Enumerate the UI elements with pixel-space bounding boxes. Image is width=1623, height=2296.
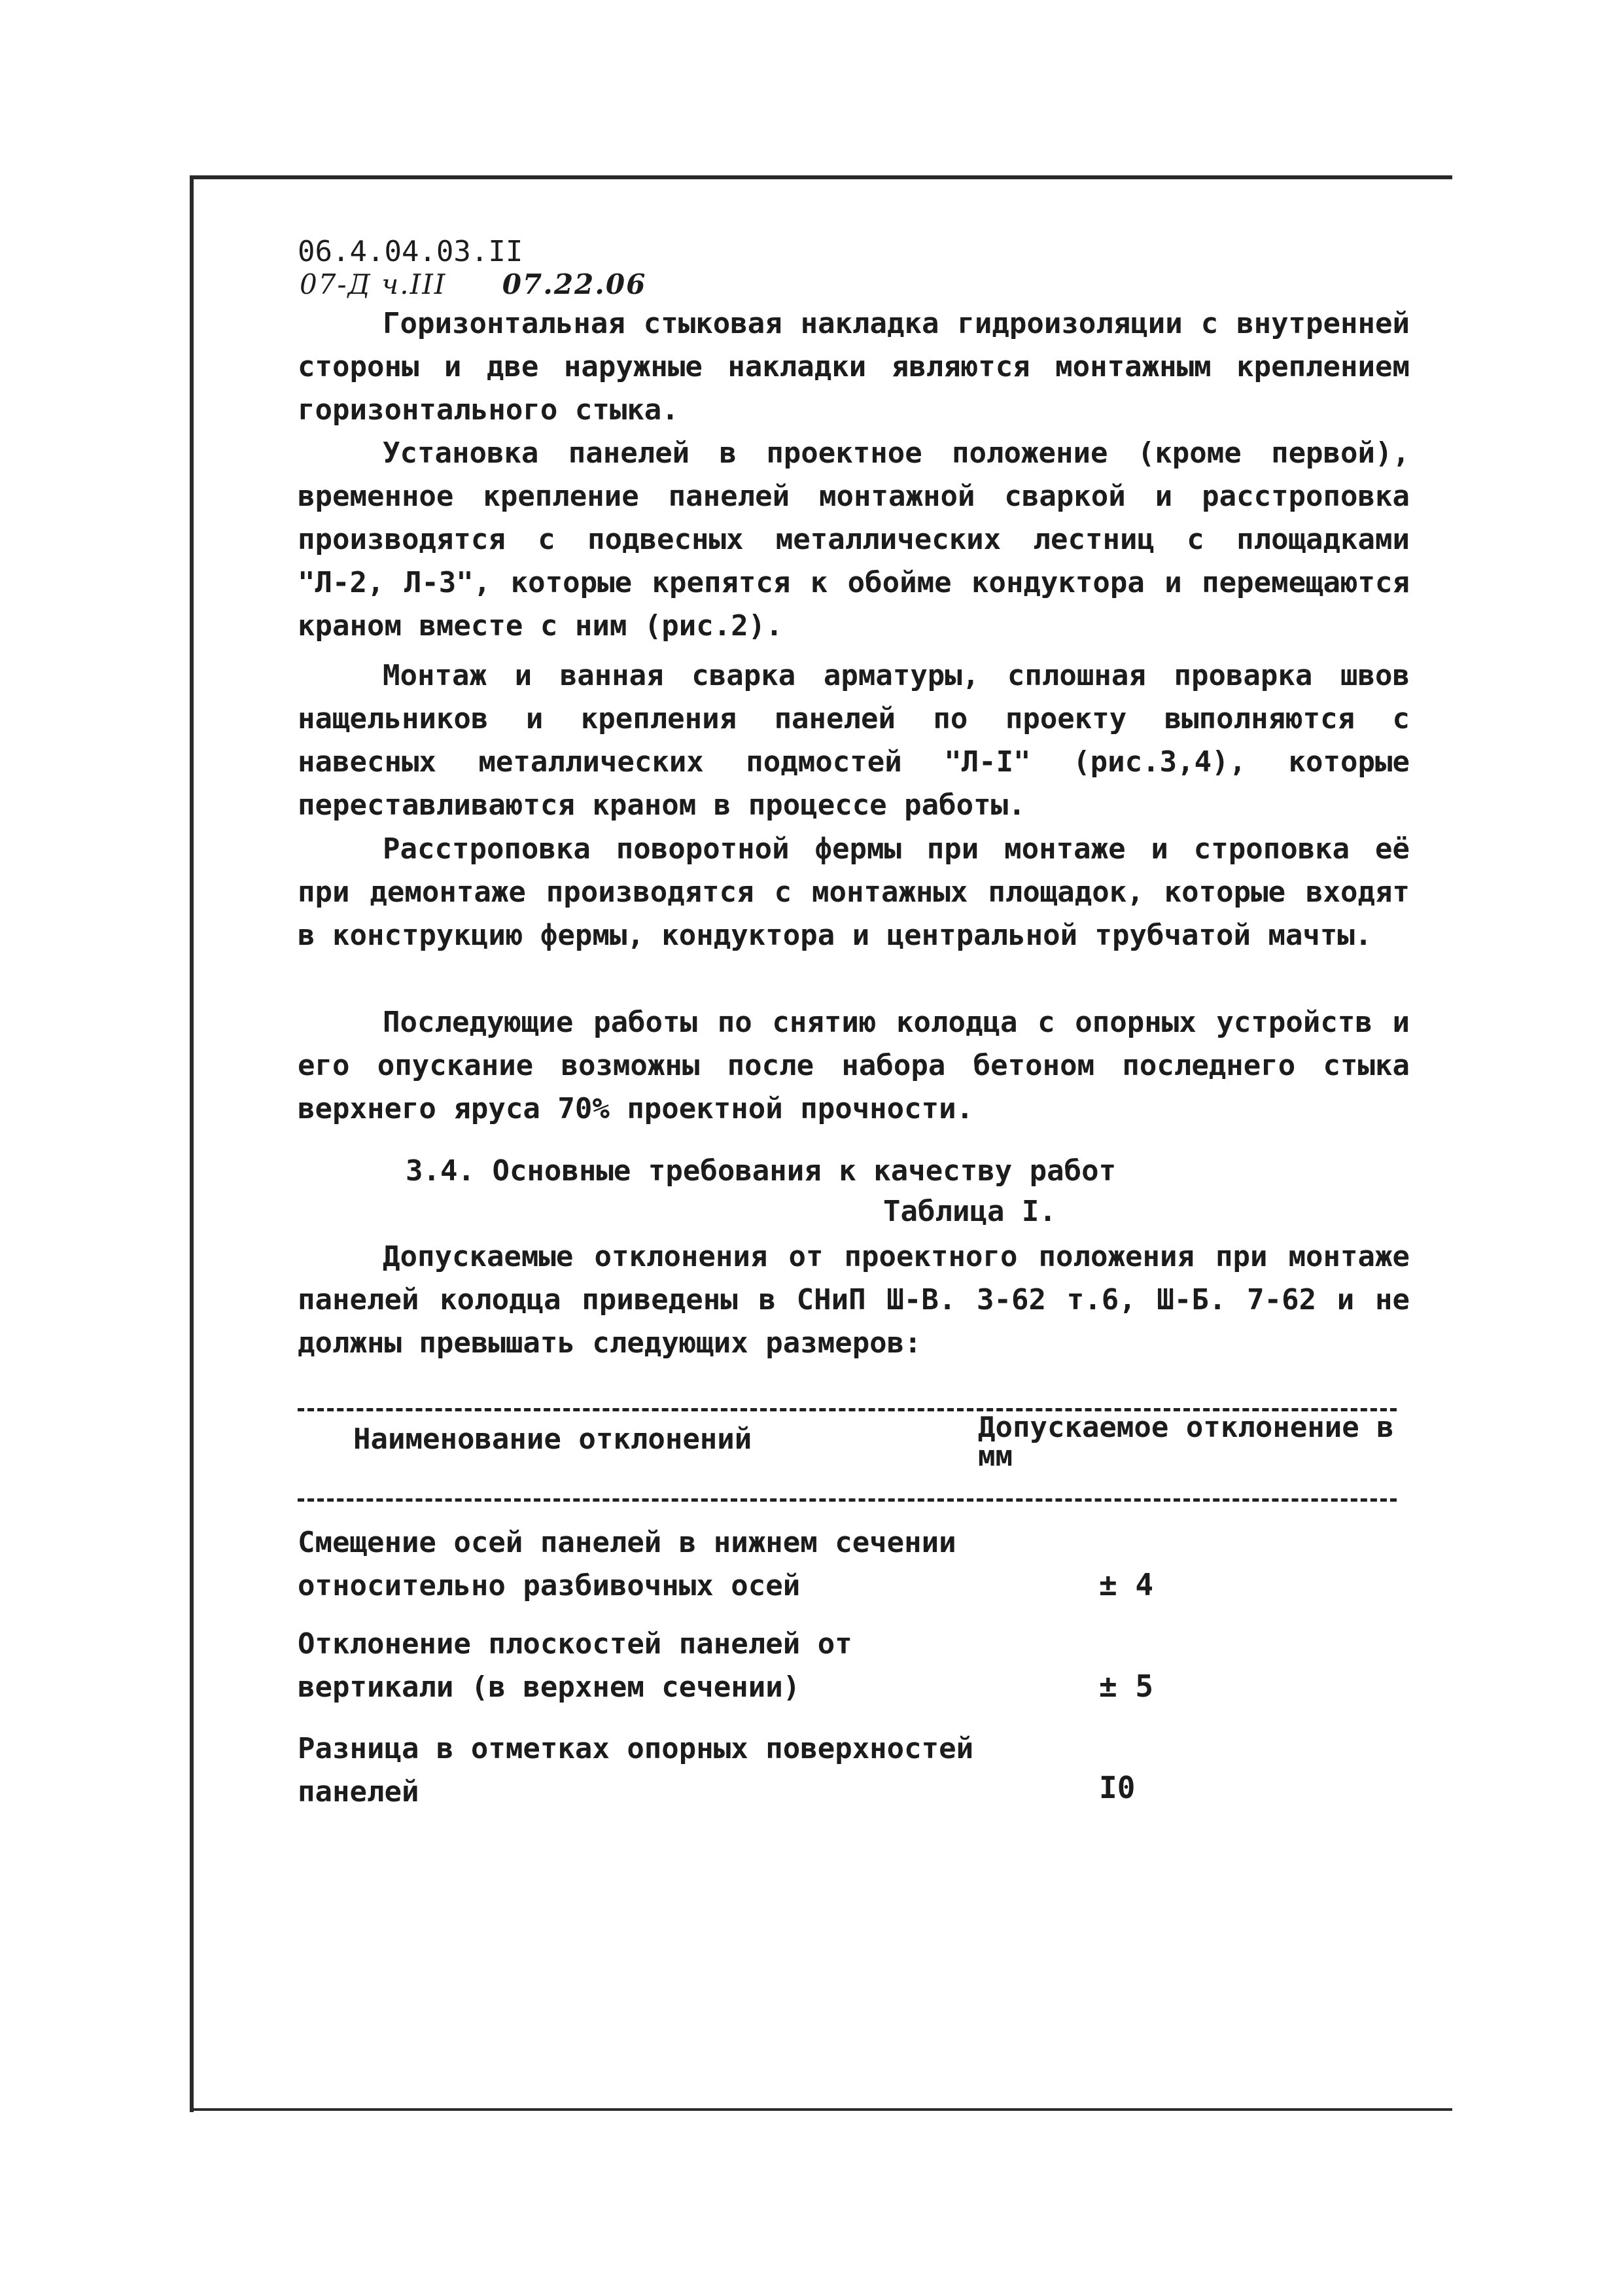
frame-bottom-line <box>190 2108 1452 2111</box>
table-row-1-name: Смещение осей панелей в нижнем сечении относительно разбивочных осей <box>298 1526 956 1602</box>
table-header-name: Наименование отклонений <box>353 1422 752 1456</box>
paragraph-1: Горизонтальная стыковая накладка гидроизоляции с внутренней стороны и две наружные накладки являются монтажным креплением горизонтального стыка. <box>298 307 1410 427</box>
table-label: Таблица I. <box>883 1195 1056 1228</box>
table-intro: Допускаемые отклонения от проектного положения при монтаже панелей колодца приведены в СНиП Ш-В. 3-62 т.6, Ш-Б. 7-62 и не должны превышать следующих размеров: <box>298 1240 1410 1360</box>
handwritten-date: 07.22.06 <box>502 268 647 300</box>
table-header-deviation: Допускаемое отклонение в мм <box>978 1411 1394 1473</box>
paragraph-4: Расстроповка поворотной фермы при монтаже и строповка её при демонтаже производятся с монтажных площадок, которые входят в конструкцию фермы, кондуктора и центральной трубчатой мачты. <box>298 832 1410 952</box>
table-row-3-value: I0 <box>1099 1770 1136 1805</box>
frame-top-line <box>190 175 1452 179</box>
table-row-2-value: ± 5 <box>1099 1669 1154 1704</box>
paragraph-5: Последующие работы по снятию колодца с опорных устройств и его опускание возможны после набора бетоном последнего стыка верхнего яруса 70% проектной прочности. <box>298 1006 1410 1125</box>
handwritten-note <box>300 268 646 300</box>
table-row-1-value: ± 4 <box>1099 1567 1154 1602</box>
paragraph-3: Монтаж и ванная сварка арматуры, сплошная проварка швов нащельников и крепления панелей по проекту выполняются с навесных металлических подмостей "Л-I" (рис.3,4), которые переставливаются краном в процессе работы. <box>298 659 1410 822</box>
table-row-2-name: Отклонение плоскостей панелей от вертикали (в верхнем сечении) <box>298 1627 852 1704</box>
section-title: 3.4. Основные требования к качеству работ <box>406 1154 1117 1188</box>
document-code: 06.4.04.03.II <box>298 235 523 268</box>
table-header-rule <box>298 1498 1397 1502</box>
paragraph-2: Установка панелей в проектное положение (кроме первой), временное крепление панелей монтажной сваркой и расстроповка производятся с подвесных металлических лестниц с площадками "Л-2, Л-3", которые крепятся к обойме кондуктора и перемещаются краном вместе с ним (рис.2). <box>298 436 1410 643</box>
frame-left-line <box>190 175 194 2112</box>
handwritten-ref: 07-Д ч.III <box>300 268 447 300</box>
table-row-3-name: Разница в отметках опорных поверхностей панелей <box>298 1732 974 1809</box>
